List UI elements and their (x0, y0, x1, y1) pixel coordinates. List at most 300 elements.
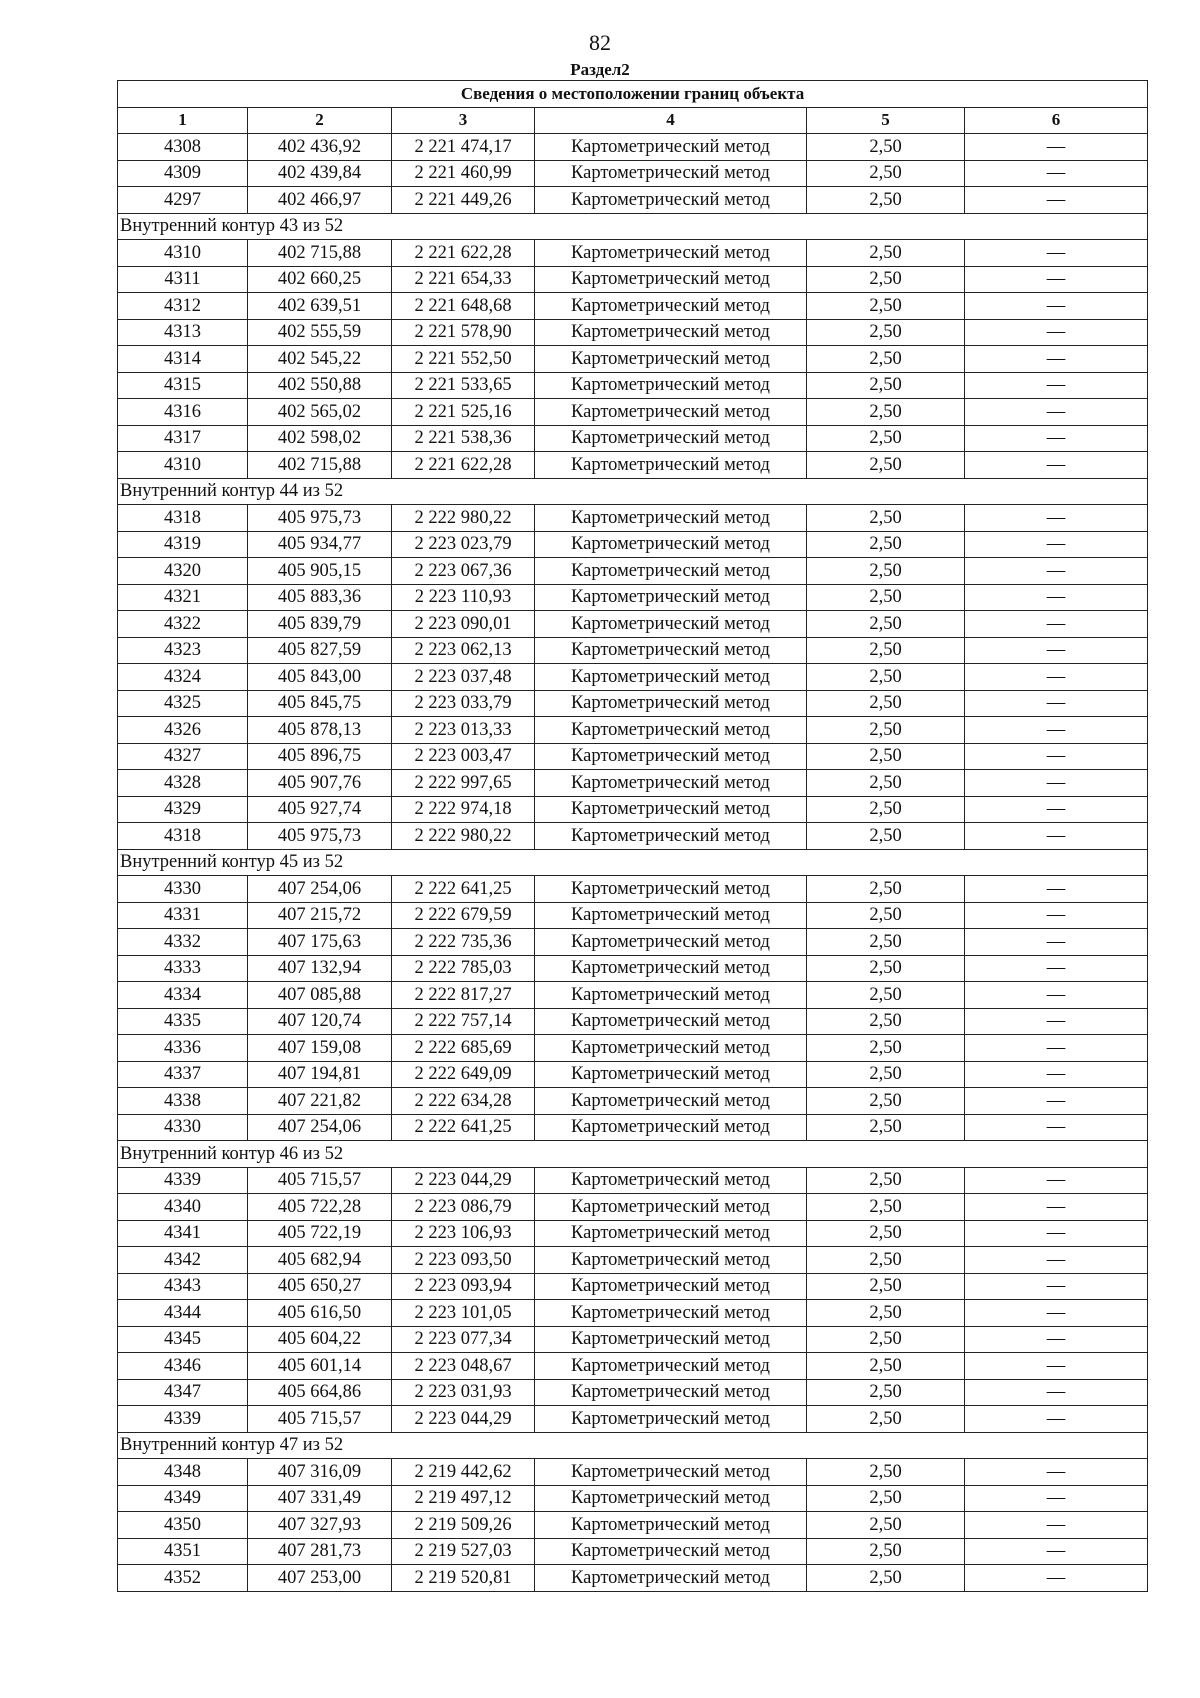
method-cell: Картометрический метод (535, 531, 807, 558)
table-row (118, 1538, 1148, 1565)
method-cell: Картометрический метод (535, 1353, 807, 1380)
table-row (118, 1512, 1148, 1539)
table-row (118, 1035, 1148, 1062)
coordinate-x-cell: 405 843,00 (248, 664, 392, 691)
coordinate-x-cell: 405 715,57 (248, 1406, 392, 1433)
table-row (118, 1406, 1148, 1433)
coordinate-x-cell: 402 436,92 (248, 134, 392, 161)
coordinate-x-cell: 405 975,73 (248, 505, 392, 532)
description-cell: — (965, 1194, 1148, 1221)
accuracy-cell: 2,50 (807, 558, 965, 585)
accuracy-cell: 2,50 (807, 902, 965, 929)
coordinate-x-cell: 402 545,22 (248, 346, 392, 373)
contour-label: Внутренний контур 45 из 52 (118, 849, 1148, 876)
table-caption: Сведения о местоположении границ объекта (118, 81, 1148, 108)
point-number-cell: 4317 (118, 425, 248, 452)
coordinate-x-cell: 405 715,57 (248, 1167, 392, 1194)
accuracy-cell: 2,50 (807, 1061, 965, 1088)
table-row (118, 1379, 1148, 1406)
coordinate-y-cell: 2 223 062,13 (392, 637, 535, 664)
table-row (118, 1353, 1148, 1380)
point-number-cell: 4337 (118, 1061, 248, 1088)
description-cell: — (965, 743, 1148, 770)
coordinate-x-cell: 405 975,73 (248, 823, 392, 850)
accuracy-cell: 2,50 (807, 690, 965, 717)
coordinate-y-cell: 2 222 980,22 (392, 505, 535, 532)
coordinate-y-cell: 2 222 817,27 (392, 982, 535, 1009)
method-cell: Картометрический метод (535, 1459, 807, 1486)
table-row (118, 611, 1148, 638)
coordinate-x-cell: 405 601,14 (248, 1353, 392, 1380)
method-cell: Картометрический метод (535, 1088, 807, 1115)
method-cell: Картометрический метод (535, 372, 807, 399)
method-cell: Картометрический метод (535, 796, 807, 823)
table-row (118, 690, 1148, 717)
method-cell: Картометрический метод (535, 1167, 807, 1194)
point-number-cell: 4349 (118, 1485, 248, 1512)
caption-row (118, 81, 1148, 108)
table-row (118, 1167, 1148, 1194)
point-number-cell: 4340 (118, 1194, 248, 1221)
coordinate-y-cell: 2 222 685,69 (392, 1035, 535, 1062)
description-cell: — (965, 796, 1148, 823)
coordinate-y-cell: 2 222 634,28 (392, 1088, 535, 1115)
accuracy-cell: 2,50 (807, 346, 965, 373)
method-cell: Картометрический метод (535, 690, 807, 717)
table-row (118, 319, 1148, 346)
description-cell: — (965, 399, 1148, 426)
point-number-cell: 4314 (118, 346, 248, 373)
coordinate-y-cell: 2 221 622,28 (392, 240, 535, 267)
coordinate-y-cell: 2 223 023,79 (392, 531, 535, 558)
coordinate-y-cell: 2 222 735,36 (392, 929, 535, 956)
description-cell: — (965, 1273, 1148, 1300)
point-number-cell: 4325 (118, 690, 248, 717)
point-number-cell: 4351 (118, 1538, 248, 1565)
method-cell: Картометрический метод (535, 134, 807, 161)
coordinate-x-cell: 402 715,88 (248, 240, 392, 267)
description-cell: — (965, 1353, 1148, 1380)
table-row (118, 902, 1148, 929)
coordinate-y-cell: 2 222 997,65 (392, 770, 535, 797)
table-row (118, 1459, 1148, 1486)
table-row (118, 1088, 1148, 1115)
table-row (118, 955, 1148, 982)
coordinate-x-cell: 405 896,75 (248, 743, 392, 770)
table-row (118, 1300, 1148, 1327)
coordinate-y-cell: 2 219 520,81 (392, 1565, 535, 1592)
coordinate-x-cell: 405 934,77 (248, 531, 392, 558)
method-cell: Картометрический метод (535, 1035, 807, 1062)
method-cell: Картометрический метод (535, 505, 807, 532)
table-row (118, 160, 1148, 187)
coordinate-x-cell: 402 555,59 (248, 319, 392, 346)
method-cell: Картометрический метод (535, 319, 807, 346)
method-cell: Картометрический метод (535, 1326, 807, 1353)
coordinate-y-cell: 2 221 449,26 (392, 187, 535, 214)
table-row (118, 1273, 1148, 1300)
coordinate-x-cell: 405 927,74 (248, 796, 392, 823)
accuracy-cell: 2,50 (807, 134, 965, 161)
table-row (118, 293, 1148, 320)
coordinate-y-cell: 2 223 106,93 (392, 1220, 535, 1247)
description-cell: — (965, 293, 1148, 320)
point-number-cell: 4338 (118, 1088, 248, 1115)
table-row (118, 558, 1148, 585)
accuracy-cell: 2,50 (807, 611, 965, 638)
description-cell: — (965, 1326, 1148, 1353)
coordinate-x-cell: 405 650,27 (248, 1273, 392, 1300)
point-number-cell: 4308 (118, 134, 248, 161)
description-cell: — (965, 452, 1148, 479)
point-number-cell: 4324 (118, 664, 248, 691)
description-cell: — (965, 1008, 1148, 1035)
point-number-cell: 4352 (118, 1565, 248, 1592)
method-cell: Картометрический метод (535, 1220, 807, 1247)
point-number-cell: 4342 (118, 1247, 248, 1274)
accuracy-cell: 2,50 (807, 319, 965, 346)
table-row (118, 134, 1148, 161)
point-number-cell: 4319 (118, 531, 248, 558)
accuracy-cell: 2,50 (807, 823, 965, 850)
accuracy-cell: 2,50 (807, 240, 965, 267)
accuracy-cell: 2,50 (807, 1035, 965, 1062)
coordinate-y-cell: 2 222 785,03 (392, 955, 535, 982)
point-number-cell: 4343 (118, 1273, 248, 1300)
coordinate-y-cell: 2 223 044,29 (392, 1167, 535, 1194)
column-header: 5 (807, 107, 965, 134)
accuracy-cell: 2,50 (807, 531, 965, 558)
point-number-cell: 4328 (118, 770, 248, 797)
coordinate-x-cell: 405 616,50 (248, 1300, 392, 1327)
point-number-cell: 4336 (118, 1035, 248, 1062)
table-row (118, 452, 1148, 479)
coordinate-x-cell: 405 845,75 (248, 690, 392, 717)
point-number-cell: 4315 (118, 372, 248, 399)
table-row (118, 1220, 1148, 1247)
coordinate-y-cell: 2 221 474,17 (392, 134, 535, 161)
coordinate-y-cell: 2 222 980,22 (392, 823, 535, 850)
table-row (118, 1114, 1148, 1141)
point-number-cell: 4318 (118, 823, 248, 850)
method-cell: Картометрический метод (535, 876, 807, 903)
table-body (118, 134, 1148, 1592)
accuracy-cell: 2,50 (807, 1167, 965, 1194)
point-number-cell: 4348 (118, 1459, 248, 1486)
contour-row (118, 478, 1148, 505)
description-cell: — (965, 637, 1148, 664)
point-number-cell: 4333 (118, 955, 248, 982)
description-cell: — (965, 531, 1148, 558)
coordinate-y-cell: 2 222 641,25 (392, 1114, 535, 1141)
description-cell: — (965, 425, 1148, 452)
table-row (118, 505, 1148, 532)
table-row (118, 876, 1148, 903)
method-cell: Картометрический метод (535, 1379, 807, 1406)
table-row (118, 1485, 1148, 1512)
coordinate-x-cell: 405 905,15 (248, 558, 392, 585)
point-number-cell: 4339 (118, 1167, 248, 1194)
accuracy-cell: 2,50 (807, 929, 965, 956)
point-number-cell: 4331 (118, 902, 248, 929)
method-cell: Картометрический метод (535, 1538, 807, 1565)
method-cell: Картометрический метод (535, 1247, 807, 1274)
table-row (118, 372, 1148, 399)
coordinates-table (117, 80, 1148, 1592)
coordinate-y-cell: 2 221 654,33 (392, 266, 535, 293)
point-number-cell: 4332 (118, 929, 248, 956)
point-number-cell: 4350 (118, 1512, 248, 1539)
method-cell: Картометрический метод (535, 955, 807, 982)
point-number-cell: 4310 (118, 452, 248, 479)
method-cell: Картометрический метод (535, 1061, 807, 1088)
accuracy-cell: 2,50 (807, 876, 965, 903)
coordinate-x-cell: 407 327,93 (248, 1512, 392, 1539)
description-cell: — (965, 1114, 1148, 1141)
description-cell: — (965, 584, 1148, 611)
accuracy-cell: 2,50 (807, 1008, 965, 1035)
description-cell: — (965, 1565, 1148, 1592)
contour-label: Внутренний контур 43 из 52 (118, 213, 1148, 240)
contour-row (118, 849, 1148, 876)
accuracy-cell: 2,50 (807, 664, 965, 691)
point-number-cell: 4316 (118, 399, 248, 426)
point-number-cell: 4335 (118, 1008, 248, 1035)
table-row (118, 1008, 1148, 1035)
method-cell: Картометрический метод (535, 664, 807, 691)
table-row (118, 1061, 1148, 1088)
description-cell: — (965, 1061, 1148, 1088)
method-cell: Картометрический метод (535, 743, 807, 770)
point-number-cell: 4311 (118, 266, 248, 293)
point-number-cell: 4341 (118, 1220, 248, 1247)
description-cell: — (965, 955, 1148, 982)
point-number-cell: 4329 (118, 796, 248, 823)
description-cell: — (965, 319, 1148, 346)
coordinate-x-cell: 407 215,72 (248, 902, 392, 929)
coordinate-y-cell: 2 223 048,67 (392, 1353, 535, 1380)
point-number-cell: 4346 (118, 1353, 248, 1380)
coordinate-x-cell: 407 132,94 (248, 955, 392, 982)
accuracy-cell: 2,50 (807, 982, 965, 1009)
table-row (118, 823, 1148, 850)
description-cell: — (965, 611, 1148, 638)
description-cell: — (965, 902, 1148, 929)
method-cell: Картометрический метод (535, 1512, 807, 1539)
method-cell: Картометрический метод (535, 611, 807, 638)
description-cell: — (965, 770, 1148, 797)
accuracy-cell: 2,50 (807, 717, 965, 744)
accuracy-cell: 2,50 (807, 1406, 965, 1433)
accuracy-cell: 2,50 (807, 1512, 965, 1539)
description-cell: — (965, 160, 1148, 187)
accuracy-cell: 2,50 (807, 293, 965, 320)
coordinate-x-cell: 407 254,06 (248, 876, 392, 903)
coordinate-x-cell: 405 722,28 (248, 1194, 392, 1221)
point-number-cell: 4345 (118, 1326, 248, 1353)
coordinate-y-cell: 2 221 578,90 (392, 319, 535, 346)
method-cell: Картометрический метод (535, 1194, 807, 1221)
description-cell: — (965, 1379, 1148, 1406)
table-row (118, 346, 1148, 373)
coordinate-y-cell: 2 223 093,94 (392, 1273, 535, 1300)
coordinate-x-cell: 402 598,02 (248, 425, 392, 452)
method-cell: Картометрический метод (535, 187, 807, 214)
coordinate-y-cell: 2 222 649,09 (392, 1061, 535, 1088)
accuracy-cell: 2,50 (807, 584, 965, 611)
table-row (118, 796, 1148, 823)
point-number-cell: 4330 (118, 1114, 248, 1141)
point-number-cell: 4310 (118, 240, 248, 267)
point-number-cell: 4318 (118, 505, 248, 532)
method-cell: Картометрический метод (535, 584, 807, 611)
description-cell: — (965, 1538, 1148, 1565)
coordinate-x-cell: 405 664,86 (248, 1379, 392, 1406)
coordinate-x-cell: 407 254,06 (248, 1114, 392, 1141)
method-cell: Картометрический метод (535, 160, 807, 187)
coordinate-y-cell: 2 221 460,99 (392, 160, 535, 187)
contour-label: Внутренний контур 47 из 52 (118, 1432, 1148, 1459)
coordinate-y-cell: 2 223 110,93 (392, 584, 535, 611)
table-row (118, 1326, 1148, 1353)
coordinate-y-cell: 2 223 044,29 (392, 1406, 535, 1433)
point-number-cell: 4347 (118, 1379, 248, 1406)
point-number-cell: 4323 (118, 637, 248, 664)
coordinate-x-cell: 402 466,97 (248, 187, 392, 214)
method-cell: Картометрический метод (535, 637, 807, 664)
column-header: 3 (392, 107, 535, 134)
coordinate-y-cell: 2 223 033,79 (392, 690, 535, 717)
description-cell: — (965, 372, 1148, 399)
method-cell: Картометрический метод (535, 1300, 807, 1327)
coordinate-y-cell: 2 223 003,47 (392, 743, 535, 770)
coordinate-y-cell: 2 223 093,50 (392, 1247, 535, 1274)
coordinate-x-cell: 405 839,79 (248, 611, 392, 638)
coordinate-y-cell: 2 221 622,28 (392, 452, 535, 479)
method-cell: Картометрический метод (535, 425, 807, 452)
coordinate-y-cell: 2 223 090,01 (392, 611, 535, 638)
accuracy-cell: 2,50 (807, 1459, 965, 1486)
description-cell: — (965, 664, 1148, 691)
point-number-cell: 4334 (118, 982, 248, 1009)
coordinate-y-cell: 2 223 031,93 (392, 1379, 535, 1406)
coordinate-y-cell: 2 223 077,34 (392, 1326, 535, 1353)
accuracy-cell: 2,50 (807, 160, 965, 187)
column-header: 6 (965, 107, 1148, 134)
method-cell: Картометрический метод (535, 558, 807, 585)
coordinate-x-cell: 407 175,63 (248, 929, 392, 956)
point-number-cell: 4327 (118, 743, 248, 770)
point-number-cell: 4339 (118, 1406, 248, 1433)
coordinate-x-cell: 402 565,02 (248, 399, 392, 426)
coordinate-x-cell: 407 221,82 (248, 1088, 392, 1115)
coordinate-x-cell: 407 316,09 (248, 1459, 392, 1486)
description-cell: — (965, 505, 1148, 532)
description-cell: — (965, 1167, 1148, 1194)
accuracy-cell: 2,50 (807, 372, 965, 399)
description-cell: — (965, 1088, 1148, 1115)
coordinate-x-cell: 405 682,94 (248, 1247, 392, 1274)
coordinate-x-cell: 405 827,59 (248, 637, 392, 664)
contour-row (118, 213, 1148, 240)
accuracy-cell: 2,50 (807, 425, 965, 452)
method-cell: Картометрический метод (535, 1008, 807, 1035)
coordinate-y-cell: 2 223 101,05 (392, 1300, 535, 1327)
description-cell: — (965, 1459, 1148, 1486)
description-cell: — (965, 240, 1148, 267)
contour-row (118, 1432, 1148, 1459)
coordinate-y-cell: 2 221 533,65 (392, 372, 535, 399)
table-row (118, 637, 1148, 664)
coordinate-x-cell: 405 722,19 (248, 1220, 392, 1247)
accuracy-cell: 2,50 (807, 1326, 965, 1353)
page-number: 82 (589, 30, 611, 55)
method-cell: Картометрический метод (535, 823, 807, 850)
accuracy-cell: 2,50 (807, 1088, 965, 1115)
point-number-cell: 4321 (118, 584, 248, 611)
coordinate-x-cell: 405 883,36 (248, 584, 392, 611)
point-number-cell: 4322 (118, 611, 248, 638)
coordinate-x-cell: 407 194,81 (248, 1061, 392, 1088)
method-cell: Картометрический метод (535, 1273, 807, 1300)
description-cell: — (965, 558, 1148, 585)
table-row (118, 770, 1148, 797)
description-cell: — (965, 1406, 1148, 1433)
column-header: 4 (535, 107, 807, 134)
table-row (118, 929, 1148, 956)
table-head (118, 81, 1148, 134)
method-cell: Картометрический метод (535, 346, 807, 373)
point-number-cell: 4344 (118, 1300, 248, 1327)
method-cell: Картометрический метод (535, 452, 807, 479)
table-row (118, 1565, 1148, 1592)
description-cell: — (965, 1035, 1148, 1062)
coordinate-x-cell: 402 660,25 (248, 266, 392, 293)
table-row (118, 531, 1148, 558)
description-cell: — (965, 134, 1148, 161)
accuracy-cell: 2,50 (807, 1353, 965, 1380)
description-cell: — (965, 1512, 1148, 1539)
coordinate-x-cell: 407 331,49 (248, 1485, 392, 1512)
description-cell: — (965, 717, 1148, 744)
coordinate-y-cell: 2 221 525,16 (392, 399, 535, 426)
section-title: Раздел2 (570, 60, 630, 79)
accuracy-cell: 2,50 (807, 1247, 965, 1274)
method-cell: Картометрический метод (535, 929, 807, 956)
column-header: 1 (118, 107, 248, 134)
coordinate-x-cell: 405 604,22 (248, 1326, 392, 1353)
method-cell: Картометрический метод (535, 902, 807, 929)
coordinate-y-cell: 2 223 037,48 (392, 664, 535, 691)
coordinate-x-cell: 402 639,51 (248, 293, 392, 320)
coordinate-x-cell: 407 159,08 (248, 1035, 392, 1062)
table-row (118, 187, 1148, 214)
coordinate-x-cell: 407 120,74 (248, 1008, 392, 1035)
description-cell: — (965, 346, 1148, 373)
table-row (118, 399, 1148, 426)
point-number-cell: 4297 (118, 187, 248, 214)
method-cell: Картометрический метод (535, 1485, 807, 1512)
description-cell: — (965, 929, 1148, 956)
coordinate-y-cell: 2 223 086,79 (392, 1194, 535, 1221)
table-row (118, 743, 1148, 770)
accuracy-cell: 2,50 (807, 187, 965, 214)
accuracy-cell: 2,50 (807, 1379, 965, 1406)
contour-row (118, 1141, 1148, 1168)
point-number-cell: 4309 (118, 160, 248, 187)
point-number-cell: 4313 (118, 319, 248, 346)
description-cell: — (965, 1247, 1148, 1274)
